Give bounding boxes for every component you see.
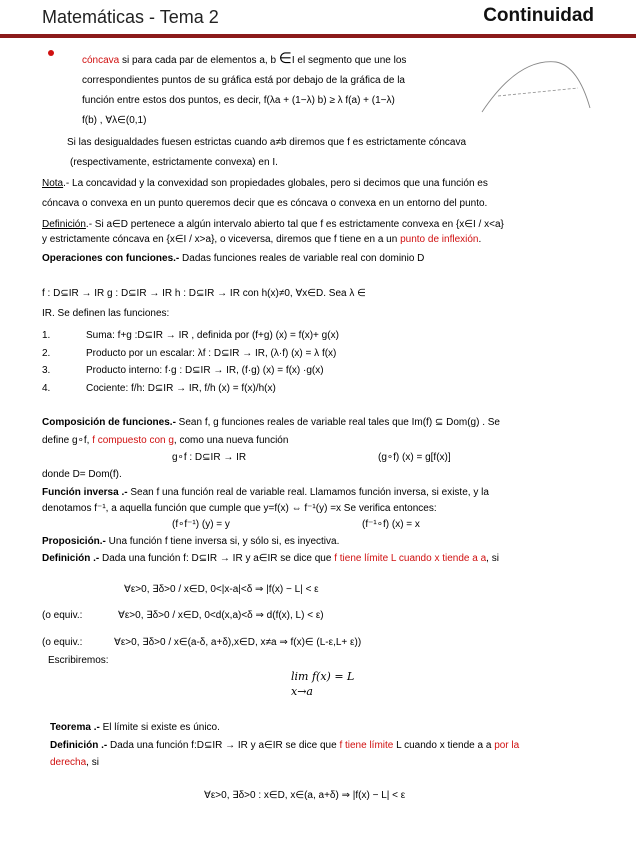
composicion-line-1 <box>42 417 500 429</box>
definicion2-text-1a: Dada una función f: D⊆IR → IR y a∈IR se dice que <box>99 553 335 564</box>
limit-notation-bottom: x→a <box>291 685 313 698</box>
definicion2-label: Definición .- <box>42 553 100 564</box>
belongs-symbol: ∈ <box>278 50 292 67</box>
definicion3-text-2: , si <box>86 757 99 768</box>
definicion1-text-2b: . <box>478 234 482 245</box>
proposicion-text: Una función f tiene inversa si, y sólo si, es inyectiva. <box>105 536 340 547</box>
equiv-label-2: (o equiv.: <box>42 637 83 648</box>
concave-line-3: función entre estos dos puntos, es decir, f(λa + (1−λ) b) ≥ λ f(a) + (1−λ) <box>82 95 395 106</box>
operaciones-line-3: IR. Se definen las funciones: <box>42 308 170 319</box>
operaciones-line-2: f : D⊆IR → IR g : D⊆IR → IR h : D⊆IR → IR con h(x)≠0, ∀x∈D. Sea λ ∈ <box>42 288 366 299</box>
bullet-icon <box>48 50 54 56</box>
operation-number: 3. <box>42 365 51 376</box>
inversa-identity-1: (f∘f⁻¹) (y) = y <box>172 519 230 530</box>
definicion3-text-1b: L cuando x tiende a a <box>393 740 495 751</box>
definicion1-text-2: y estrictamente cóncava en {x∈I / x>a}, o viceversa, diremos que f tiene en a un <box>42 234 401 245</box>
teorema-label: Teorema .- <box>50 722 100 733</box>
composicion-line-4: donde D= Dom(f). <box>42 469 122 480</box>
concave-term: cóncava <box>82 55 120 66</box>
definicion1-text-1: .- Si a∈D pertenece a algún intervalo abierto tal que f es estrictamente convexa en {x∈I / x<a} <box>85 219 504 230</box>
composicion-text-2b: , como una nueva función <box>173 435 289 446</box>
operation-text: Cociente: f/h: D⊆IR → IR, f/h (x) = f(x)/h(x) <box>86 383 276 394</box>
limit-formula-1: ∀ε>0, ∃δ>0 / x∈D, 0<|x-a|<δ ⇒ |f(x) − L| < ε <box>124 584 319 595</box>
definicion2-text-1b: , si <box>486 553 499 564</box>
concave-curve-figure <box>478 56 594 116</box>
limit-notation-top: lim f(x) = L <box>291 670 355 683</box>
definicion3-line-1 <box>50 740 519 752</box>
por-la-term: por la <box>494 740 520 751</box>
definicion1-line-1 <box>42 219 504 231</box>
composicion-formula: (g∘f) (x) = g[f(x)] <box>378 452 451 463</box>
header-rule <box>0 34 636 38</box>
operaciones-label: Operaciones con funciones.- <box>42 253 180 264</box>
composicion-function: g∘f : D⊆IR → IR <box>172 452 247 463</box>
composicion-label: Composición de funciones.- <box>42 417 176 428</box>
operation-number: 1. <box>42 330 51 341</box>
operation-number: 4. <box>42 383 51 394</box>
operaciones-text-1: Dadas funciones reales de variable real con dominio D <box>179 253 425 264</box>
document-topic: Continuidad <box>483 5 594 26</box>
definicion3-label: Definición .- <box>50 740 108 751</box>
inversa-line-1 <box>42 487 489 499</box>
inversa-label: Función inversa .- <box>42 487 128 498</box>
escribiremos-text: Escribiremos: <box>48 655 109 666</box>
concave-line-1 <box>82 50 407 67</box>
definicion1-label: Definición <box>42 219 86 230</box>
inversa-line-2: denotamos f⁻¹, a aquella función que cumple que y=f(x) ⇔ f⁻¹(y) =x Se verifica entonces: <box>42 503 437 514</box>
inversa-identity-2: (f⁻¹∘f) (x) = x <box>362 519 420 530</box>
nota-label: Nota <box>42 178 64 189</box>
right-limit-formula: ∀ε>0, ∃δ>0 : x∈D, x∈(a, a+δ) ⇒ |f(x) − L| < ε <box>204 790 406 801</box>
concave-line-1a: si para cada par de elementos a, b <box>119 55 279 66</box>
definicion3-text-1a: Dada una función f:D⊆IR → IR y a∈IR se dice que <box>107 740 340 751</box>
operation-text: Producto interno: f·g : D⊆IR → IR, (f·g) (x) = f(x) ·g(x) <box>86 365 324 376</box>
inversa-text-1: Sean f una función real de variable real. Llamamos función inversa, si existe, y la <box>127 487 489 498</box>
concave-line-2: correspondientes puntos de su gráfica está por debajo de la gráfica de la <box>82 75 405 86</box>
derecha-term: derecha <box>50 757 87 768</box>
equiv-label-1: (o equiv.: <box>42 610 83 621</box>
nota-line-1 <box>42 178 488 190</box>
document-subject: Matemáticas - Tema 2 <box>42 7 219 27</box>
operation-number: 2. <box>42 348 51 359</box>
composicion-text-2a: define g∘f, <box>42 435 93 446</box>
concave-line-4: f(b) , ∀λ∈(0,1) <box>82 115 147 126</box>
proposicion-line <box>42 536 339 548</box>
operation-text: Producto por un escalar: λf : D⊆IR → IR, (λ·f) (x) = λ f(x) <box>86 348 337 359</box>
operaciones-line-1 <box>42 253 424 265</box>
teorema-text: El límite si existe es único. <box>99 722 220 733</box>
limit-formula-3: ∀ε>0, ∃δ>0 / x∈(a-δ, a+δ),x∈D, x≠a ⇒ f(x)∈ (L-ε,L+ ε)) <box>114 637 362 648</box>
composicion-text-1: Sean f, g funciones reales de variable real tales que Im(f) ⊆ Dom(g) . Se <box>175 417 500 428</box>
strict-line-1: Si las desigualdades fuesen estrictas cuando a≠b diremos que f es estrictamente cóncava <box>67 137 467 148</box>
teorema-line <box>50 722 220 734</box>
inflection-term: punto de inflexión <box>400 234 479 245</box>
definicion2-line-1 <box>42 553 499 565</box>
definicion3-line-2 <box>50 757 99 769</box>
proposicion-label: Proposición.- <box>42 536 106 547</box>
concave-line-1b: I el segmento que une los <box>291 55 407 66</box>
composicion-line-2 <box>42 435 288 447</box>
strict-line-2: (respectivamente, estrictamente convexa) en I. <box>70 157 278 168</box>
right-limit-term: f tiene límite <box>339 740 394 751</box>
limit-formula-2: ∀ε>0, ∃δ>0 / x∈D, 0<d(x,a)<δ ⇒ d(f(x), L) < ε) <box>118 610 324 621</box>
compuesto-term: f compuesto con g <box>92 435 174 446</box>
nota-line-2: cóncava o convexa en un punto queremos decir que es cóncava o convexa en un entorno del punto. <box>42 198 488 209</box>
operation-text: Suma: f+g :D⊆IR → IR , definida por (f+g) (x) = f(x)+ g(x) <box>86 330 339 341</box>
limit-term: f tiene límite L cuando x tiende a a <box>334 553 487 564</box>
definicion1-line-2 <box>42 234 481 246</box>
nota-text-1: .- La concavidad y la convexidad son propiedades globales, pero si decimos que una función es <box>63 178 488 189</box>
